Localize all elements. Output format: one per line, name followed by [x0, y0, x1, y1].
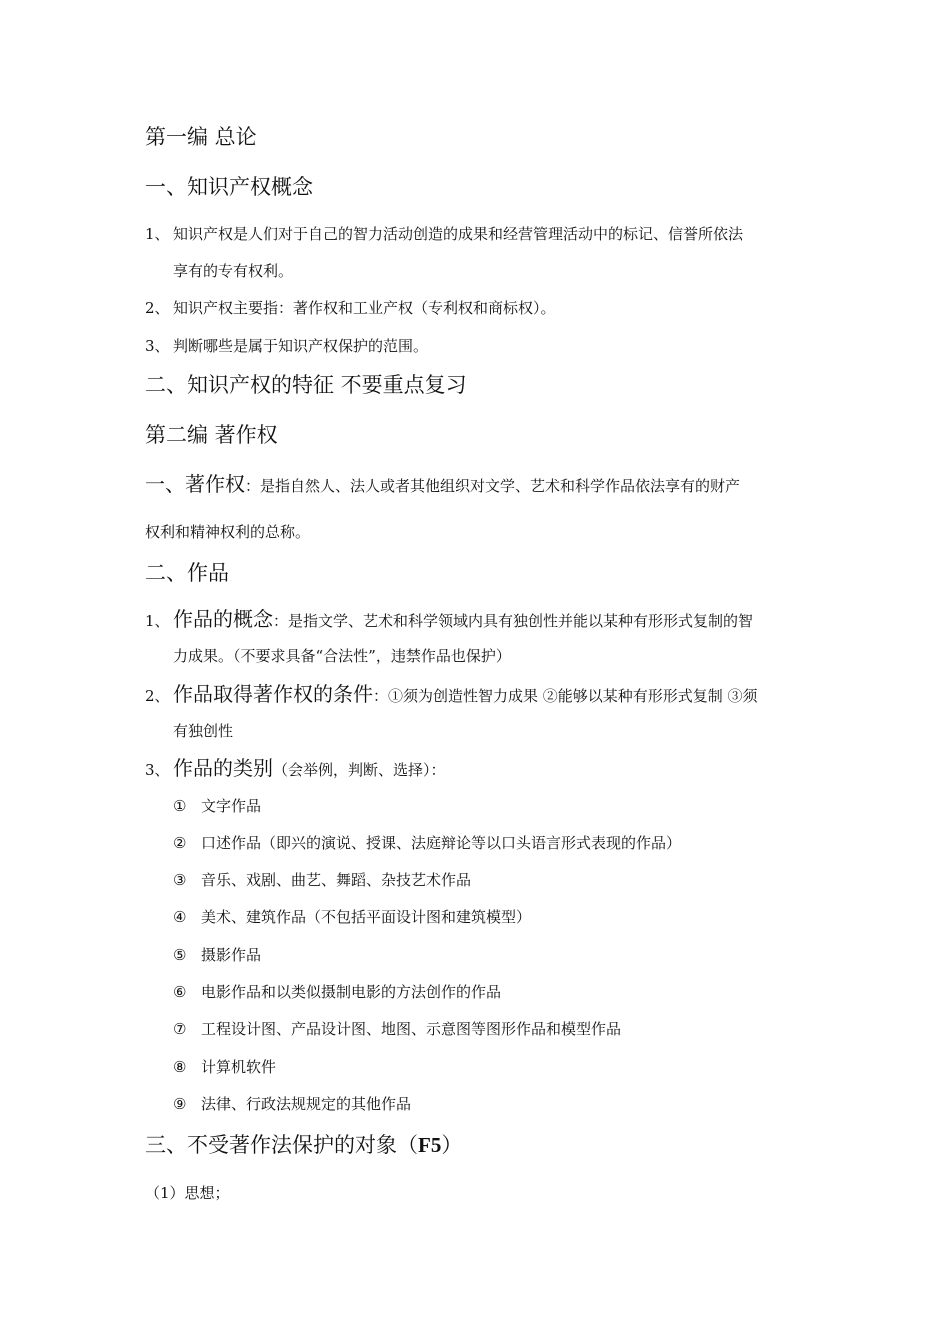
part1-title: 第一编 总论	[145, 125, 257, 149]
list-item: 1、 作品的概念：是指文学、艺术和科学领域内具有独创性并能以某种有形形式复制的智	[145, 607, 754, 631]
part2-title: 第二编 著作权	[145, 423, 278, 447]
list-item-continuation: 享有的专有权利。	[173, 262, 294, 280]
category-item: ⑧ 计算机软件	[173, 1058, 277, 1076]
list-item: 2、 作品取得著作权的条件：①须为创造性智力成果 ②能够以某种有形形式复制 ③须	[145, 682, 758, 706]
copyright-definition-continuation: 权利和精神权利的总称。	[145, 523, 311, 541]
category-item: ⑤ 摄影作品	[173, 946, 262, 964]
category-item: ⑦ 工程设计图、产品设计图、地图、示意图等图形作品和模型作品	[173, 1020, 622, 1038]
list-item: 3、 判断哪些是属于知识产权保护的范围。	[145, 337, 429, 355]
list-item: 2、 知识产权主要指：著作权和工业产权（专利权和商标权）。	[145, 299, 556, 317]
category-item: ③ 音乐、戏剧、曲艺、舞蹈、杂技艺术作品	[173, 871, 472, 889]
list-item: （1）思想；	[145, 1184, 230, 1202]
category-item: ⑥ 电影作品和以类似摄制电影的方法创作的作品	[173, 983, 502, 1001]
category-item: ① 文字作品	[173, 797, 262, 815]
category-item: ④ 美术、建筑作品（不包括平面设计图和建筑模型）	[173, 908, 532, 926]
part1-sec2-title: 二、知识产权的特征 不要重点复习	[145, 373, 467, 397]
list-item: 3、 作品的类别（会举例，判断、选择）：	[145, 756, 446, 780]
part2-sec2-title: 二、作品	[145, 561, 229, 585]
part2-sec3-title: 三、不受著作法保护的对象（F5）	[145, 1133, 463, 1157]
category-item: ⑨ 法律、行政法规规定的其他作品	[173, 1095, 412, 1113]
category-item: ② 口述作品（即兴的演说、授课、法庭辩论等以口头语言形式表现的作品）	[173, 834, 682, 852]
list-item: 1、 知识产权是人们对于自己的智力活动创造的成果和经营管理活动中的标记、信誉所依法	[145, 225, 744, 243]
part1-sec1-title: 一、知识产权概念	[145, 175, 313, 199]
list-item-continuation: 力成果。（不要求具备“合法性”，违禁作品也保护）	[173, 647, 511, 665]
list-item-continuation: 有独创性	[173, 722, 234, 740]
copyright-definition: 一、著作权：是指自然人、法人或者其他组织对文学、艺术和科学作品依法享有的财产	[145, 472, 741, 496]
